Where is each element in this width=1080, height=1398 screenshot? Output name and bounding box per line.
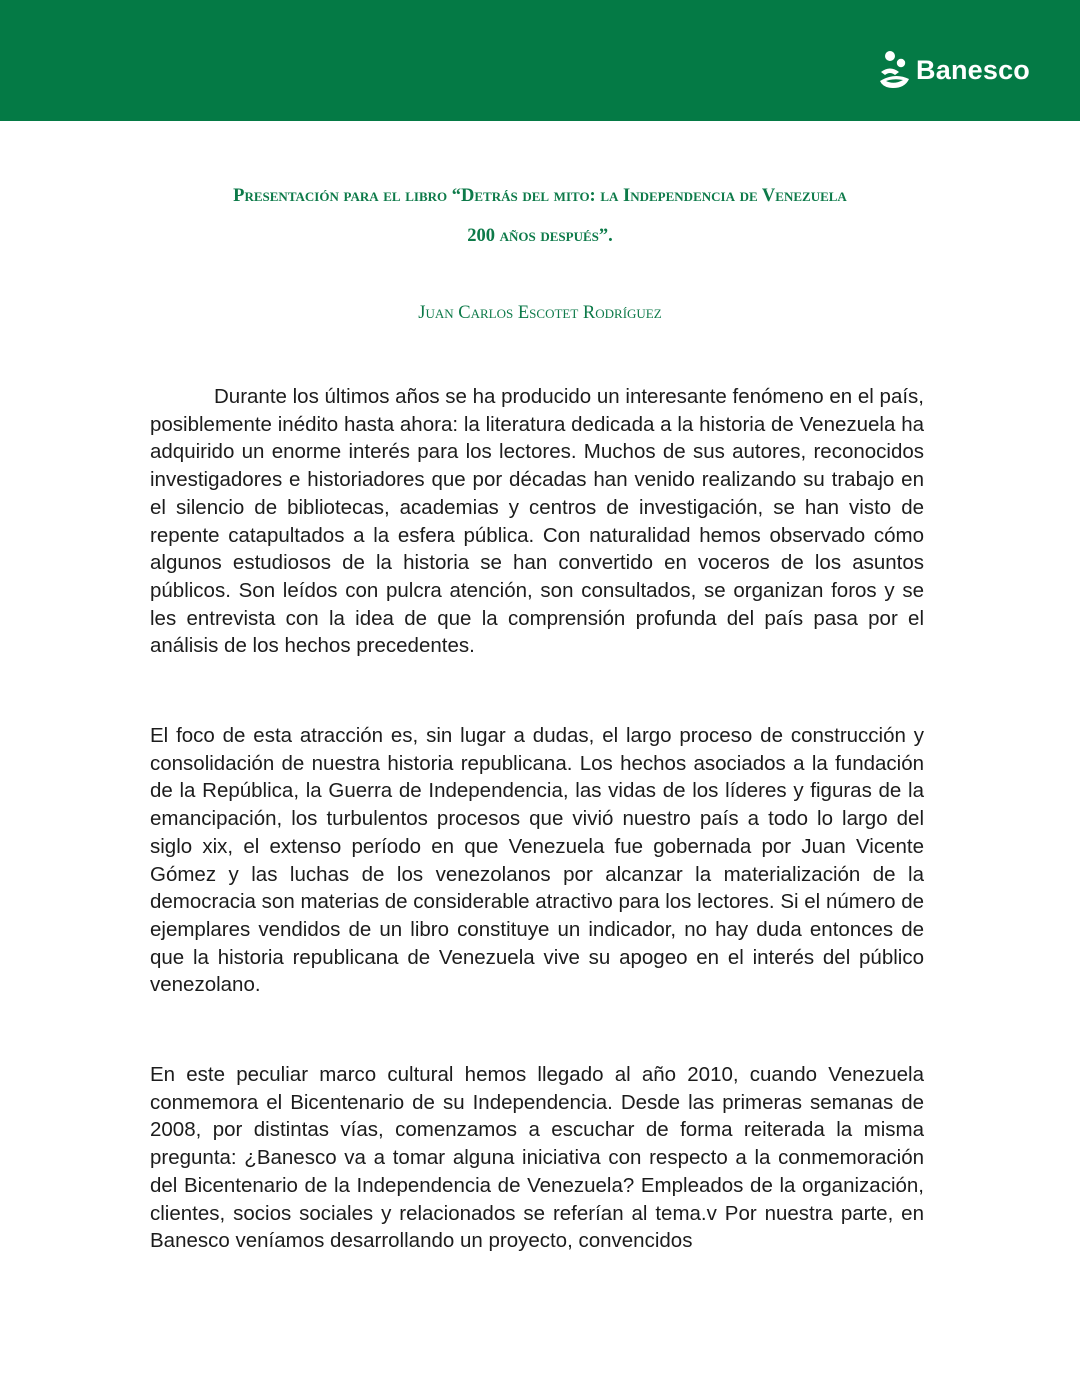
header-bar	[0, 0, 1080, 121]
body-paragraph-3: En este peculiar marco cultural hemos llegado al año 2010, cuando Venezuela conmemora el Bicentenario de su Independencia. Desde las primeras semanas de 2008, por distintas vías, comenzamos a escuchar de forma reiterada la misma pregunta: ¿Banesco va a tomar alguna iniciativa con respecto a la conmemoración del Bicentenario de la Independencia de Venezuela? Empleados de la organización, clientes, socios sociales y relacionados se referían al tema.v Por nuestra parte, en Banesco veníamos desarrollando un proyecto, convencidos	[150, 1063, 924, 1253]
title-line-2: 200 años después”.	[467, 226, 613, 246]
brand-name: Banesco	[916, 54, 1030, 85]
document-title	[120, 176, 960, 256]
title-line-1: Presentación para el libro “Detrás del mito: la Independencia de Venezuela	[233, 186, 847, 206]
author-name: Juan Carlos Escotet Rodríguez	[418, 303, 662, 323]
banesco-logo	[878, 48, 1030, 92]
body-paragraph-2: El foco de esta atracción es, sin lugar a dudas, el largo proceso de construcción y consolidación de nuestra historia republicana. Los hechos asociados a la fundación de la República, la Guerra de Independencia, las vidas de los líderes y figuras de la emancipación, los turbulentos procesos que vivió nuestro país a todo lo largo del siglo xix, el extenso período en que Venezuela fue gobernada por Juan Vicente Gómez y las luchas de los venezolanos por alcanzar la materialización de la democracia son materias de considerable atractivo para los lectores. Si el número de ejemplares vendidos de un libro constituye un indicador, no hay duda entonces de que la historia republicana de Venezuela vive su apogeo en el interés del público venezolano.	[150, 724, 924, 997]
body-paragraph-1: Durante los últimos años se ha producido un interesante fenómeno en el país, posiblemente inédito hasta ahora: la literatura dedicada a la historia de Venezuela ha adquirido un enorme interés para los lectores. Muchos de sus autores, reconocidos investigadores e historiadores que por décadas han venido realizando su trabajo en el silencio de bibliotecas, academias y centros de investigación, se han visto de repente catapultados a la esfera pública. Con naturalidad hemos observado cómo algunos estudiosos de la historia se han convertido en voceros de los asuntos públicos. Son leídos con pulcra atención, son consultados, se organizan foros y se les entrevista con la idea de que la comprensión profunda del país pasa por el análisis de los hechos precedentes.	[150, 385, 924, 658]
banesco-people-icon	[878, 50, 912, 90]
